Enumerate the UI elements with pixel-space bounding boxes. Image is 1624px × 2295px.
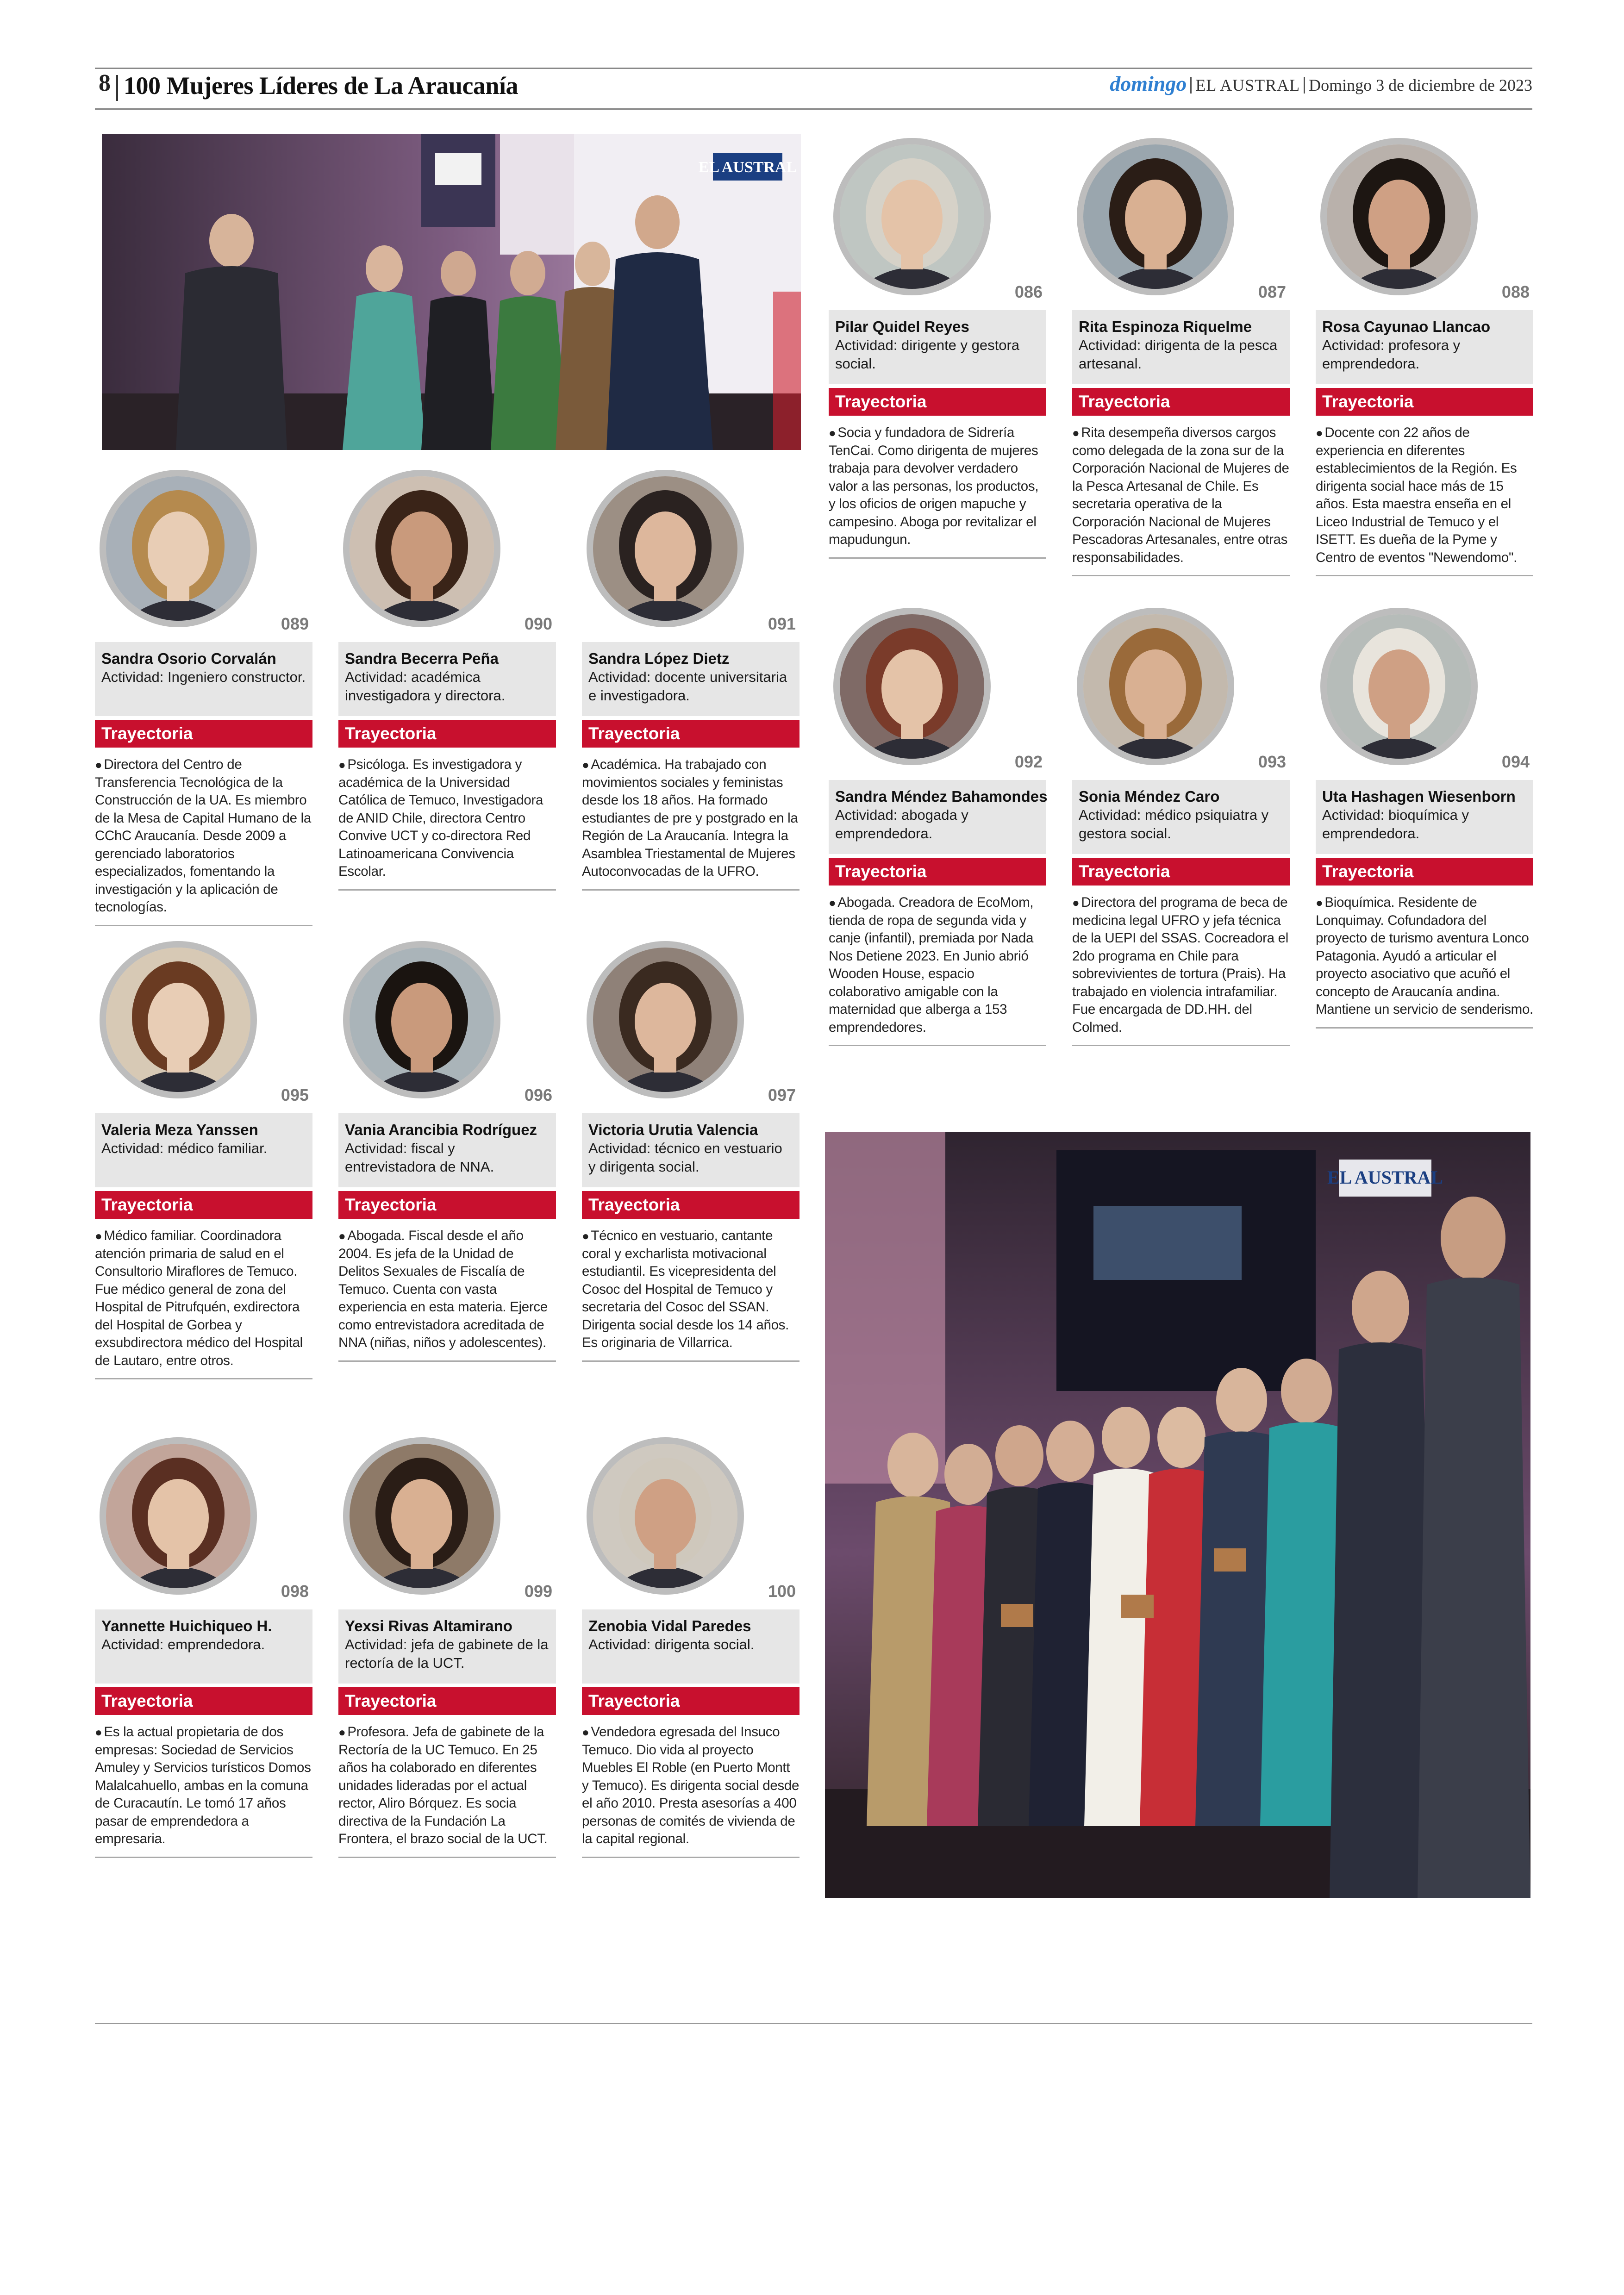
portrait-photo bbox=[343, 1437, 500, 1595]
profile-description: ● Médico familiar. Coordinadora atención primaria de salud en el Consultorio Miraflores de Temuco. Fue médico general de zona del Hospital de Pitrufquén, exdirectora del Hospital de Gorbea y exsubdirectora médico del Hospital de Lautaro, entre otros. bbox=[95, 1227, 312, 1370]
profile-activity: Actividad: técnico en vestuario y dirigenta social. bbox=[588, 1140, 782, 1175]
profile-name: Yexsi Rivas Altamirano bbox=[345, 1617, 512, 1634]
profile-namebox bbox=[338, 1113, 556, 1187]
portrait-photo bbox=[833, 138, 991, 295]
profile-activity: Actividad: docente universitaria e investigadora. bbox=[588, 669, 787, 704]
event-photo-top bbox=[102, 134, 801, 450]
masthead bbox=[1110, 71, 1532, 96]
profile-activity: Actividad: bioquímica y emprendedora. bbox=[1322, 807, 1469, 842]
profile-number: 095 bbox=[281, 1085, 309, 1104]
profile-activity: Actividad: dirigenta social. bbox=[588, 1636, 755, 1653]
section-title: 100 Mujeres Líderes de La Araucanía bbox=[124, 72, 518, 100]
profile-description: ● Académica. Ha trabajado con movimientos sociales y feministas desde los 18 años. Ha formado estudiantes de pre y postgrado en la Región de La Araucanía. Integra la Asamblea Triestamental de Mujeres Autoconvocadas de la UFRO. bbox=[582, 756, 800, 881]
profile-number: 096 bbox=[524, 1085, 552, 1104]
trayectoria-label: Trayectoria bbox=[1072, 858, 1290, 886]
profile-namebox bbox=[1316, 310, 1533, 384]
profile-namebox bbox=[1072, 310, 1290, 384]
newspaper-name: EL AUSTRAL bbox=[1195, 76, 1300, 94]
portrait-photo bbox=[1320, 608, 1478, 765]
profile-activity: Actividad: fiscal y entrevistadora de NNA. bbox=[345, 1140, 494, 1175]
profile-namebox bbox=[95, 642, 312, 716]
profile-number: 087 bbox=[1258, 282, 1286, 301]
footer-rule bbox=[95, 2023, 1532, 2024]
portrait-photo bbox=[1077, 608, 1234, 765]
trayectoria-label: Trayectoria bbox=[95, 720, 312, 748]
profile-name: Sandra Méndez Bahamondes bbox=[835, 788, 1048, 805]
profile-activity: Actividad: dirigente y gestora social. bbox=[835, 337, 1020, 372]
portrait-photo bbox=[100, 1437, 257, 1595]
portrait-photo bbox=[587, 470, 744, 627]
portrait-photo bbox=[1320, 138, 1478, 295]
profile-namebox bbox=[582, 1113, 800, 1187]
card-bottom-rule bbox=[338, 1360, 556, 1362]
profile-number: 098 bbox=[281, 1582, 309, 1601]
issue-date: Domingo 3 de diciembre de 2023 bbox=[1309, 76, 1532, 94]
trayectoria-label: Trayectoria bbox=[95, 1191, 312, 1219]
profile-name: Sandra López Dietz bbox=[588, 650, 730, 667]
trayectoria-label: Trayectoria bbox=[582, 1191, 800, 1219]
masthead-separator bbox=[1190, 77, 1192, 94]
header-top-rule bbox=[95, 68, 1532, 69]
profile-number: 090 bbox=[524, 614, 552, 633]
trayectoria-label: Trayectoria bbox=[338, 720, 556, 748]
card-bottom-rule bbox=[582, 889, 800, 891]
profile-namebox bbox=[582, 1609, 800, 1684]
profile-activity: Actividad: emprendedora. bbox=[101, 1636, 265, 1653]
profile-namebox bbox=[582, 642, 800, 716]
profile-description: ● Socia y fundadora de Sidrería TenCai. Como dirigenta de mujeres trabaja para devolver verdadero valor a las personas, los productos, y los oficios de origen mapuche y campesino. Aboga por revitalizar el mapudungun. bbox=[829, 424, 1046, 549]
page-header bbox=[95, 65, 1532, 111]
card-bottom-rule bbox=[1072, 575, 1290, 576]
card-bottom-rule bbox=[829, 557, 1046, 559]
trayectoria-label: Trayectoria bbox=[338, 1191, 556, 1219]
profile-name: Valeria Meza Yanssen bbox=[101, 1121, 258, 1138]
profile-name: Sandra Osorio Corvalán bbox=[101, 650, 276, 667]
trayectoria-label: Trayectoria bbox=[582, 1687, 800, 1715]
photo-signage: EL AUSTRAL bbox=[698, 159, 797, 176]
profile-activity: Actividad: profesora y emprendedora. bbox=[1322, 337, 1461, 372]
card-bottom-rule bbox=[95, 1378, 312, 1379]
trayectoria-label: Trayectoria bbox=[829, 858, 1046, 886]
portrait-photo bbox=[587, 941, 744, 1098]
portrait-photo bbox=[833, 608, 991, 765]
profile-name: Rita Espinoza Riquelme bbox=[1079, 318, 1252, 335]
profile-namebox bbox=[829, 780, 1046, 854]
profile-description: ● Profesora. Jefa de gabinete de la Rectoría de la UC Temuco. En 25 años ha colaborado en diferentes unidades lideradas por el actual rector, Aliro Bórquez. Es socia directiva de la Fundación La Frontera, el brazo social de la UCT. bbox=[338, 1723, 556, 1848]
profile-description: ● Directora del Centro de Transferencia Tecnológica de la Construcción de la UA. Es miembro de la Mesa de Capital Humano de la CChC Araucanía. Desde 2009 a gerenciado laboratorios especializados, fomentando la investigación y la aplicación de tecnologías. bbox=[95, 756, 312, 917]
photo-signage: EL AUSTRAL bbox=[1327, 1167, 1443, 1188]
portrait-photo bbox=[100, 470, 257, 627]
portrait-photo bbox=[1077, 138, 1234, 295]
card-bottom-rule bbox=[1316, 1027, 1533, 1029]
trayectoria-label: Trayectoria bbox=[582, 720, 800, 748]
profile-activity: Actividad: Ingeniero constructor. bbox=[101, 669, 306, 685]
profile-activity: Actividad: dirigenta de la pesca artesanal. bbox=[1079, 337, 1278, 372]
profile-namebox bbox=[338, 642, 556, 716]
profile-description: ● Técnico en vestuario, cantante coral y excharlista motivacional estudiantil. Es vicepresidenta del Cosoc del Hospital de Temuco y secretaria del Cosoc del SSAN. Dirigenta social desde los 14 años. Es originaria de Villarrica. bbox=[582, 1227, 800, 1352]
trayectoria-label: Trayectoria bbox=[1072, 388, 1290, 416]
profile-number: 094 bbox=[1501, 752, 1530, 771]
masthead-separator bbox=[1304, 77, 1305, 94]
header-separator bbox=[116, 75, 118, 101]
card-bottom-rule bbox=[829, 1045, 1046, 1046]
card-bottom-rule bbox=[582, 1857, 800, 1858]
profile-namebox bbox=[95, 1609, 312, 1684]
supplement-brand: domingo bbox=[1110, 72, 1187, 95]
profile-number: 088 bbox=[1501, 282, 1530, 301]
portrait-photo bbox=[343, 941, 500, 1098]
profile-name: Pilar Quidel Reyes bbox=[835, 318, 969, 335]
trayectoria-label: Trayectoria bbox=[1316, 388, 1533, 416]
profile-description: ● Docente con 22 años de experiencia en diferentes establecimientos de la Región. Es dirigenta social hace más de 15 años. Esta maestra enseña en el Liceo Industrial de Temuco y el ISETT. Es dueña de la Pyme y Centro de eventos "Newendomo". bbox=[1316, 424, 1533, 567]
portrait-photo bbox=[587, 1437, 744, 1595]
profile-number: 099 bbox=[524, 1582, 552, 1601]
profile-number: 089 bbox=[281, 614, 309, 633]
portrait-photo bbox=[343, 470, 500, 627]
event-photo-bottom bbox=[825, 1132, 1530, 1898]
profile-namebox bbox=[338, 1609, 556, 1684]
profile-number: 092 bbox=[1014, 752, 1043, 771]
card-bottom-rule bbox=[338, 1857, 556, 1858]
portrait-photo bbox=[100, 941, 257, 1098]
profile-namebox bbox=[1316, 780, 1533, 854]
profile-number: 097 bbox=[768, 1085, 796, 1104]
profile-number: 093 bbox=[1258, 752, 1286, 771]
profile-name: Sonia Méndez Caro bbox=[1079, 788, 1220, 805]
profile-description: ● Abogada. Fiscal desde el año 2004. Es jefa de la Unidad de Delitos Sexuales de Fiscalía de Temuco. Cuenta con vasta experiencia en esta materia. Ejerce como entrevistadora acreditada de NNA (niñas, niños y adolescentes). bbox=[338, 1227, 556, 1352]
profile-description: ● Bioquímica. Residente de Lonquimay. Cofundadora del proyecto de turismo aventura Lonco Patagonia. Ayudó a articular el proyecto asociativo que acuñó el concepto de Araucanía andina. Mantiene un servicio de senderismo. bbox=[1316, 894, 1533, 1019]
profile-number: 086 bbox=[1014, 282, 1043, 301]
profile-activity: Actividad: jefa de gabinete de la rectoría de la UCT. bbox=[345, 1636, 549, 1671]
profile-description: ● Es la actual propietaria de dos empresas: Sociedad de Servicios Amuley y Servicios turísticos Domos Malalcahuello, ambas en la comuna de Curacautín. Le tomó 17 años pasar de emprendedora a empresaria. bbox=[95, 1723, 312, 1848]
profile-number: 091 bbox=[768, 614, 796, 633]
profile-name: Sandra Becerra Peña bbox=[345, 650, 499, 667]
profile-activity: Actividad: abogada y emprendedora. bbox=[835, 807, 968, 842]
profile-activity: Actividad: médico familiar. bbox=[101, 1140, 268, 1156]
profile-name: Zenobia Vidal Paredes bbox=[588, 1617, 751, 1634]
trayectoria-label: Trayectoria bbox=[1316, 858, 1533, 886]
profile-description: ● Psicóloga. Es investigadora y académica de la Universidad Católica de Temuco, Investigadora de ANID Chile, directora Centro Convive UCT y co-directora Red Latinoamericana Convivencia Escolar. bbox=[338, 756, 556, 881]
profile-description: ● Abogada. Creadora de EcoMom, tienda de ropa de segunda vida y canje (infantil), premiada por Nada Nos Detiene 2023. En Junio abrió Wooden House, espacio colaborativo amigable con la maternidad que alberga a 153 emprendedores. bbox=[829, 894, 1046, 1036]
card-bottom-rule bbox=[95, 1857, 312, 1858]
card-bottom-rule bbox=[1316, 575, 1533, 576]
profile-namebox bbox=[95, 1113, 312, 1187]
card-bottom-rule bbox=[338, 889, 556, 891]
profile-name: Victoria Urutia Valencia bbox=[588, 1121, 758, 1138]
trayectoria-label: Trayectoria bbox=[829, 388, 1046, 416]
header-bottom-rule bbox=[95, 108, 1532, 110]
profile-name: Rosa Cayunao Llancao bbox=[1322, 318, 1491, 335]
profile-name: Yannette Huichiqueo H. bbox=[101, 1617, 272, 1634]
card-bottom-rule bbox=[582, 1360, 800, 1362]
profile-name: Uta Hashagen Wiesenborn bbox=[1322, 788, 1516, 805]
profile-namebox bbox=[1072, 780, 1290, 854]
profile-number: 100 bbox=[768, 1582, 796, 1601]
profile-name: Vania Arancibia Rodríguez bbox=[345, 1121, 537, 1138]
page-number: 8 bbox=[99, 70, 111, 96]
profile-description: ● Rita desempeña diversos cargos como delegada de la zona sur de la Corporación Nacional de Mujeres de la Pesca Artesanal de Chile. Es secretaria operativa de la Corporación Nacional de Mujeres Pescadoras Artesanales, entre otras responsabilidades. bbox=[1072, 424, 1290, 567]
trayectoria-label: Trayectoria bbox=[338, 1687, 556, 1715]
profile-description: ● Directora del programa de beca de medicina legal UFRO y jefa técnica de la UEPI del SSAS. Cocreadora el 2do programa en Chile para sobrevivientes de tortura (Prais). Ha trabajado en violencia intrafamiliar. Fue encargada de DD.HH. del Colmed. bbox=[1072, 894, 1290, 1036]
card-bottom-rule bbox=[1072, 1045, 1290, 1046]
profile-namebox bbox=[829, 310, 1046, 384]
profile-activity: Actividad: médico psiquiatra y gestora social. bbox=[1079, 807, 1269, 842]
profile-activity: Actividad: académica investigadora y directora. bbox=[345, 669, 506, 704]
profile-description: ● Vendedora egresada del Insuco Temuco. Dio vida al proyecto Muebles El Roble (en Puerto Montt y Temuco). Es dirigenta social desde el año 2010. Presta asesorías a 400 personas de comités de vivienda de la capital regional. bbox=[582, 1723, 800, 1848]
card-bottom-rule bbox=[95, 925, 312, 926]
trayectoria-label: Trayectoria bbox=[95, 1687, 312, 1715]
